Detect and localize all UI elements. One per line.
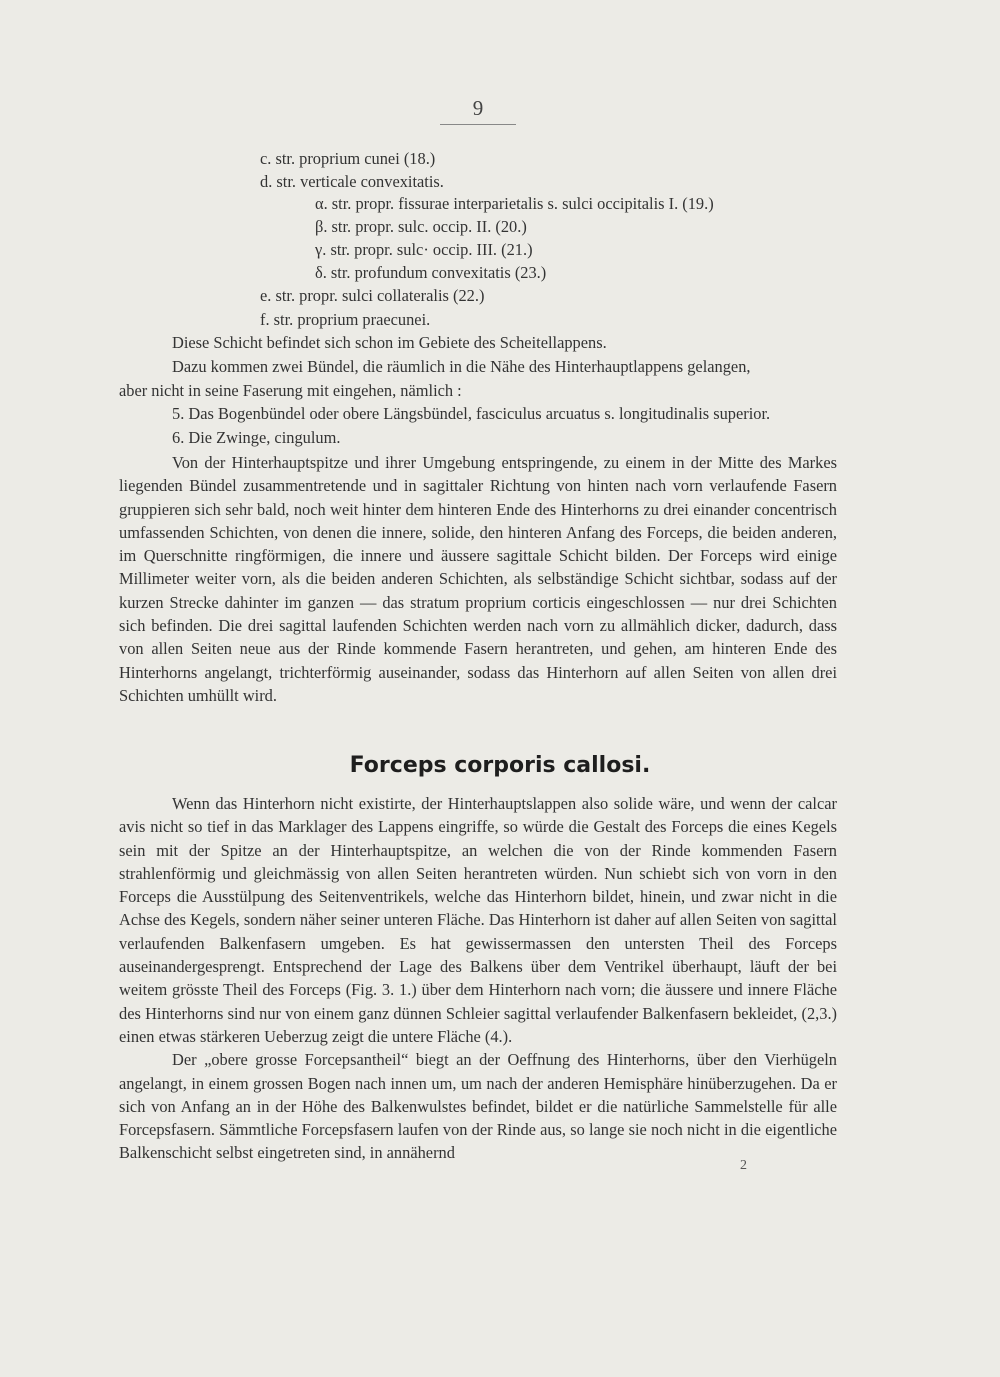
list-item: γ. str. propr. sulc· occip. III. (21.) — [315, 240, 533, 259]
paragraph — [119, 792, 837, 1165]
list-item: β. str. propr. sulc. occip. II. (20.) — [315, 217, 527, 236]
list-item: c. str. proprium cunei (18.) — [260, 149, 436, 168]
section-heading: Forceps corporis callosi. — [349, 753, 651, 778]
list-item-5: 5. Das Bogenbündel oder obere Längsbündel, fasciculus arcuatus s. longitudinalis superior. — [172, 404, 771, 423]
list-item: d. str. verticale convexitatis. — [260, 172, 444, 191]
intro-line: Dazu kommen zwei Bündel, die räumlich in die Nähe des Hinterhauptlappens gelangen, — [172, 357, 751, 376]
list-item: e. str. propr. sulci collateralis (22.) — [260, 286, 485, 305]
intro-line: aber nicht in seine Faserung mit eingehen, nämlich : — [119, 381, 462, 400]
signature-mark: 2 — [740, 1158, 747, 1173]
list-item-6: 6. Die Zwinge, cingulum. — [172, 428, 341, 447]
list-item: f. str. proprium praecunei. — [260, 310, 431, 329]
intro-line: Diese Schicht befindet sich schon im Gebiete des Scheitellappens. — [172, 333, 607, 352]
paragraph-text: Wenn das Hinterhorn nicht existirte, der Hinterhauptslappen also solide wäre, und wenn der calcar avis nicht so tief in das Marklager des Lappens eingriffe, so würde die Gestalt des Forceps die eines Kegels sein mit der Spitze an der Hinterhauptspitze, an welchen die von der Rinde kommenden Fasern strahlenförmig und gleichmässig von allen Seiten herantreten würden. Nun schiebt sich von vorn in den Forceps die Ausstülpung des Seitenventrikels, welche das Hinterhorn bildet, hinein, und zwar nicht in die Achse des Kegels, sondern näher seiner unteren Fläche. Das Hinterhorn ist daher auf allen Seiten von sagittal verlaufenden Balkenfasern umgeben. Es hat gewissermassen den untersten Theil des Forceps auseinandergesprengt. Entsprechend der Lage des Balkens über dem Ventrikel überhaupt, läuft der bei weitem grösste Theil des Forceps (Fig. 3. 1.) über dem Hinterhorn nach vorn; die äussere und innere Fläche des Hinterhorns sind nur von einem ganz dünnen Schleier sagittal verlaufender Balkenfasern bekleidet, (2,3.) einen etwas stärkeren Ueberzug zeigt die untere Fläche (4.). — [119, 794, 837, 1046]
list-item: α. str. propr. fissurae interparietalis s. sulci occipitalis I. (19.) — [315, 194, 714, 213]
paragraph-text: Der „obere grosse Forcepsantheil“ biegt an der Oeffnung des Hinterhorns, über den Vierhügeln angelangt, in einem grossen Bogen nach innen um, um nach der anderen Hemisphäre hinüberzugehen. Da er sich von Anfang an in der Höhe des Balkenwulstes befindet, bildet er die natürliche Sammelstelle für alle Forcepsfasern. Sämmtliche Forcepsfasern laufen von der Rinde aus, so lange sie noch nicht in die eigentliche Balkenschicht selbst eingetreten sind, in annähernd — [119, 1050, 837, 1163]
page-number: 9 — [440, 96, 516, 125]
paragraph-text: Von der Hinterhauptspitze und ihrer Umgebung entspringende, zu einem in der Mitte des Markes liegenden Bündel zusammentretende und in sagittaler Richtung von hinten nach vorn verlaufende Fasern gruppieren sich sehr bald, noch weit hinter dem hinteren Ende des Hinterhorns zu drei einander concentrisch umfassenden Schichten, von denen die innere, solide, den hinteren Anfang des Forceps, die beiden anderen, im Querschnitte ringförmigen, die innere und äussere sagittale Schicht bilden. Der Forceps wird einige Millimeter weiter vorn, als die beiden anderen Schichten, als selbständige Schicht sichtbar, sodass auf der kurzen Strecke dahinter im ganzen — das stratum proprium corticis eingeschlossen — nur drei Schichten sich befinden. Die drei sagittal laufenden Schichten werden nach vorn zu allmählich dicker, dadurch, dass von allen Seiten neue aus der Rinde kommende Fasern herantreten, und gehen, am hinteren Ende des Hinterhorns angelangt, trichterförmig auseinander, sodass das Hinterhorn auf allen Seiten von allen drei Schichten umhüllt wird. — [119, 453, 837, 705]
paragraph — [119, 451, 837, 707]
list-item: δ. str. profundum convexitatis (23.) — [315, 263, 547, 282]
